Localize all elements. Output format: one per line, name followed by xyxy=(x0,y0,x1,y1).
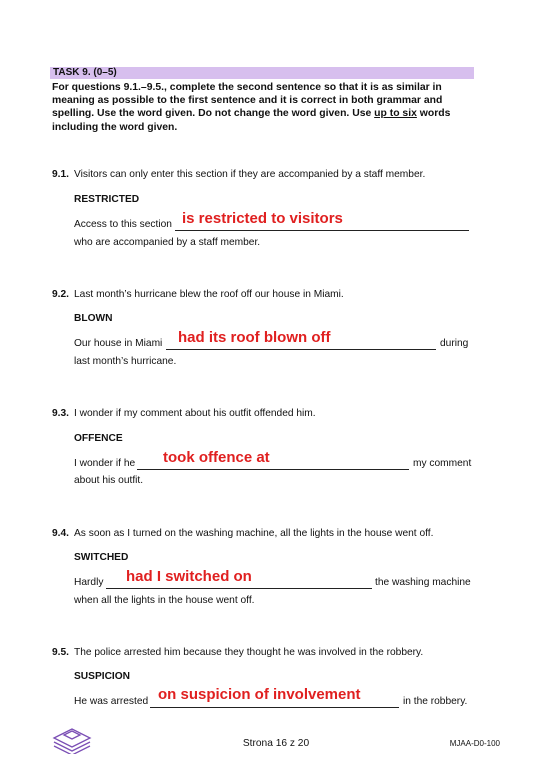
question-number: 9.5. xyxy=(52,647,69,658)
question-sentence: The police arrested him because they thought he was involved in the robbery. xyxy=(74,647,424,658)
question-sentence: Last month’s hurricane blew the roof off our house in Miami. xyxy=(74,289,344,300)
question-sentence: I wonder if my comment about his outfit offended him. xyxy=(74,408,316,419)
answer-continuation: when all the lights in the house went off. xyxy=(74,595,255,606)
answer-prefix: He was arrested xyxy=(74,696,149,707)
answer-text: is restricted to visitors xyxy=(182,210,343,227)
question-number: 9.1. xyxy=(52,169,69,180)
question-keyword: SUSPICION xyxy=(74,671,131,682)
question-sentence: As soon as I turned on the washing machine, all the lights in the house went off. xyxy=(74,528,434,539)
answer-text: took offence at xyxy=(163,449,270,466)
instructions-underlined: up to six xyxy=(374,108,417,120)
exam-code: MJAA-D0-100 xyxy=(449,739,500,748)
answer-suffix: my comment xyxy=(413,458,472,469)
instructions-text-end: words including the word given. xyxy=(52,108,451,133)
question-number: 9.2. xyxy=(52,289,69,300)
question-keyword: SWITCHED xyxy=(74,552,129,563)
answer-suffix: the washing machine xyxy=(375,577,471,588)
answer-continuation: who are accompanied by a staff member. xyxy=(74,237,261,248)
answer-blank xyxy=(137,469,409,470)
question-keyword: BLOWN xyxy=(74,313,113,324)
task-instructions xyxy=(52,81,472,134)
answer-blank xyxy=(166,349,436,350)
answer-continuation: about his outfit. xyxy=(74,475,144,486)
answer-blank xyxy=(175,230,469,231)
answer-text: had I switched on xyxy=(126,568,252,585)
answer-continuation: last month’s hurricane. xyxy=(74,356,177,367)
answer-prefix: Hardly xyxy=(74,577,104,588)
answer-prefix: Our house in Miami xyxy=(74,338,163,349)
answer-blank xyxy=(106,588,372,589)
task-header: TASK 9. (0–5) xyxy=(50,67,474,79)
answer-text: had its roof blown off xyxy=(178,329,331,346)
answer-prefix: Access to this section xyxy=(74,219,172,230)
answer-suffix: during xyxy=(440,338,469,349)
question-number: 9.4. xyxy=(52,528,69,539)
question-sentence: Visitors can only enter this section if they are accompanied by a staff member. xyxy=(74,169,426,180)
page-number: Strona 16 z 20 xyxy=(242,738,310,749)
answer-suffix: in the robbery. xyxy=(403,696,468,707)
answer-text: on suspicion of involvement xyxy=(158,686,361,703)
question-number: 9.3. xyxy=(52,408,69,419)
question-keyword: RESTRICTED xyxy=(74,194,140,205)
instructions-text: For questions 9.1.–9.5., complete the second sentence so that it is as similar in meaning as possible to the first sentence and it is correct in both grammar and spelling. Use the word given. Do not change the word given. Use xyxy=(52,82,443,120)
answer-blank xyxy=(150,707,399,708)
answer-prefix: I wonder if he xyxy=(74,458,136,469)
question-keyword: OFFENCE xyxy=(74,433,123,444)
